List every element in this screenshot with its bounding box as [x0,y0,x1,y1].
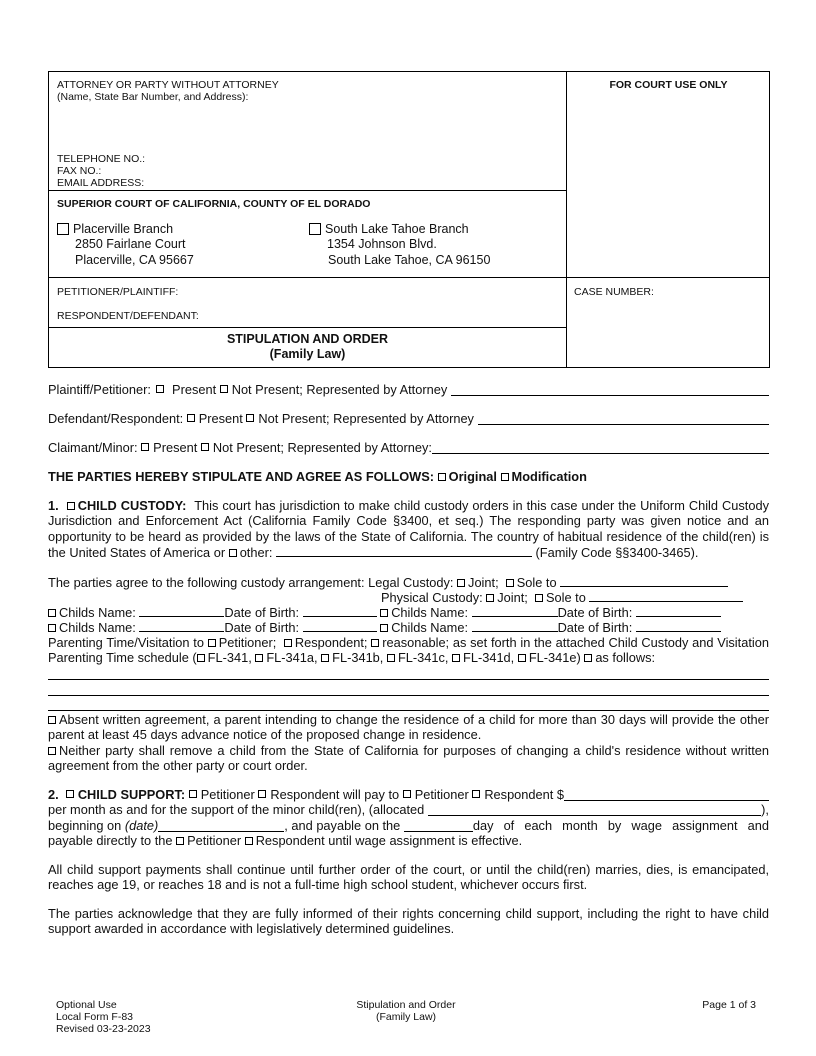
branch-street: 2850 Fairlane Court [75,237,186,251]
beginning-date-line[interactable] [158,818,284,832]
form-title: STIPULATION AND ORDER [226,332,389,346]
legal-custody-row: The parties agree to the following custody arrangement: Legal Custody: Joint; Sole to [48,574,769,590]
parenting-petitioner-checkbox[interactable] [208,639,216,647]
fl341d-checkbox[interactable] [452,654,460,662]
child-dob-line[interactable] [303,619,377,632]
telephone-label: TELEPHONE NO.: [57,153,146,165]
child-row: Childs Name: Date of Birth: Childs Name: Date of Birth: [48,619,769,635]
branch-name: South Lake Tahoe Branch [325,222,469,236]
support-payor-petitioner-checkbox[interactable] [189,790,197,798]
footer-subtitle: (Family Law) [375,1011,437,1023]
neither-party-checkbox[interactable] [48,747,56,755]
page-number: Page 1 of 3 [702,999,756,1011]
case-number-label: CASE NUMBER: [574,286,654,298]
footer-title: Stipulation and Order [356,999,456,1011]
support-duration-paragraph: All child support payments shall continue until further order of the court, or until the child(ren) marries, dies, is emancipated, reaches age 19, or reaches 18 and is not a full-time high school student, whichever occurs first. [48,862,769,893]
support-row-3: beginning on (date) , and payable on the day of each month by wage assignment and [48,818,769,833]
child-support-checkbox[interactable] [66,790,74,798]
direct-respondent-checkbox[interactable] [245,837,253,845]
as-follows-line[interactable] [48,710,769,711]
support-row-1: 2. CHILD SUPPORT: Petitioner Respondent will pay to Petitioner Respondent $ [48,787,769,802]
fl341e-checkbox[interactable] [518,654,526,662]
branch-city: Placerville, CA 95667 [75,253,194,267]
attorney-sublabel: (Name, State Bar Number, and Address): [57,91,249,103]
custody-paragraph: 1. CHILD CUSTODY: This court has jurisdiction to make child custody orders in this case under the Uniform Child Custody Jurisdiction and Enforcement Act (California Family Code §3400, et seq.) The responding party was given notice and an opportunity to be heard as provided by the laws of the State of California. The country of habitual residence of the child(ren) is the United States of America or other: (Family Code §§3400-3465). [48,498,769,561]
support-row-4: payable directly to the Petitioner Respondent until wage assignment is effective. [48,833,523,848]
fl341b-checkbox[interactable] [321,654,329,662]
as-follows-checkbox[interactable] [584,654,592,662]
other-country-line[interactable] [276,544,532,557]
branch-city: South Lake Tahoe, CA 96150 [328,253,491,267]
child-name-line[interactable] [472,604,558,617]
physical-sole-checkbox[interactable] [535,594,543,602]
defendant-appearance: Defendant/Respondent: Present Not Present; Represented by Attorney [48,411,769,426]
branch-name: Placerville Branch [73,222,174,236]
defendant-present-checkbox[interactable] [187,414,195,422]
branch-street: 1354 Johnson Blvd. [327,237,437,251]
footer-optional-use: Optional Use [56,999,117,1011]
branch-south-lake-tahoe[interactable] [309,222,469,237]
fl341c-checkbox[interactable] [387,654,395,662]
fl341-checkbox[interactable] [197,654,205,662]
physical-joint-checkbox[interactable] [486,594,494,602]
fax-label: FAX NO.: [57,165,102,177]
court-use-label: FOR COURT USE ONLY [609,79,728,91]
parenting-respondent-checkbox[interactable] [284,639,292,647]
footer-form-number: Local Form F-83 [56,1011,134,1023]
legal-sole-checkbox[interactable] [506,579,514,587]
physical-custody-row: Physical Custody: Joint; Sole to [381,589,743,605]
caption-rule [48,327,567,328]
payable-day-line[interactable] [404,818,473,832]
child-dob-line[interactable] [636,619,721,632]
stipulate-heading: THE PARTIES HEREBY STIPULATE AND AGREE AS FOLLOWS: Original Modification [48,469,587,484]
claimant-appearance: Claimant/Minor: Present Not Present; Represented by Attorney: [48,440,769,455]
modification-checkbox[interactable] [501,473,509,481]
caption-box [48,71,770,368]
footer-revised: Revised 03-23-2023 [56,1023,151,1035]
form-subtitle: (Family Law) [269,347,346,361]
attorney-label: ATTORNEY OR PARTY WITHOUT ATTORNEY [57,79,279,91]
as-follows-line[interactable] [48,695,769,696]
support-acknowledge-paragraph: The parties acknowledge that they are fully informed of their rights concerning child support, including the right to have child support awarded in accordance with legislatively determined guidelines. [48,906,769,937]
plaintiff-appearance: Plaintiff/Petitioner: Present Not Present; Represented by Attorney [48,382,769,397]
email-label: EMAIL ADDRESS: [57,177,145,189]
branch-placerville[interactable] [57,222,173,237]
legal-sole-line[interactable] [560,574,728,587]
defendant-not-present-checkbox[interactable] [246,414,254,422]
claimant-present-checkbox[interactable] [141,443,149,451]
child-checkbox[interactable] [380,624,388,632]
child-custody-checkbox[interactable] [67,502,75,510]
parenting-time-paragraph: Parenting Time/Visitation to Petitioner; Respondent; reasonable; as set forth in the attached Child Custody and Visitation Parenting Time schedule ( FL-341, FL-341a, FL-341b, FL-341c, FL-341d, FL-341e) as follows: [48,635,769,666]
allocation-line[interactable] [428,802,761,816]
child-row: Childs Name: Date of Birth: Childs Name: Date of Birth: [48,604,769,620]
other-country-checkbox[interactable] [229,549,237,557]
physical-sole-line[interactable] [589,589,743,602]
respondent-label: RESPONDENT/DEFENDANT: [57,310,199,322]
support-amount-line[interactable] [564,787,769,801]
caption-divider [566,71,567,368]
parenting-reasonable-checkbox[interactable] [371,639,379,647]
caption-rule [48,277,770,278]
support-payee-petitioner-checkbox[interactable] [403,790,411,798]
petitioner-label: PETITIONER/PLAINTIFF: [57,286,179,298]
child-checkbox[interactable] [48,624,56,632]
child-name-line[interactable] [472,619,558,632]
footer-center [306,999,506,1023]
footer-left [56,999,151,1035]
placerville-checkbox[interactable] [57,223,69,235]
support-payor-respondent-checkbox[interactable] [258,790,266,798]
court-name: SUPERIOR COURT OF CALIFORNIA, COUNTY OF EL DORADO [57,198,371,210]
south-lake-tahoe-checkbox[interactable] [309,223,321,235]
defendant-attorney-line[interactable] [478,411,769,425]
claimant-attorney-line[interactable] [432,440,769,454]
child-dob-line[interactable] [303,604,377,617]
original-checkbox[interactable] [438,473,446,481]
child-dob-line[interactable] [636,604,721,617]
absent-agreement-paragraph: Absent written agreement, a parent intending to change the residence of a child for more than 30 days will provide the other parent at least 45 days advance notice of the proposed change in residence. [48,712,769,743]
plaintiff-attorney-line[interactable] [451,382,769,396]
support-payee-respondent-checkbox[interactable] [472,790,480,798]
as-follows-line[interactable] [48,679,769,680]
caption-rule [48,190,567,191]
direct-petitioner-checkbox[interactable] [176,837,184,845]
plaintiff-present-checkbox[interactable] [156,385,164,393]
fl341a-checkbox[interactable] [255,654,263,662]
absent-agreement-checkbox[interactable] [48,716,56,724]
child-checkbox[interactable] [380,609,388,617]
neither-party-paragraph: Neither party shall remove a child from the State of California for purposes of changing a child's residence without written agreement from the other party or court order. [48,743,769,774]
legal-joint-checkbox[interactable] [457,579,465,587]
child-name-line[interactable] [139,604,224,617]
child-name-line[interactable] [139,619,224,632]
child-checkbox[interactable] [48,609,56,617]
support-row-2: per month as and for the support of the minor child(ren), (allocated ), [48,802,769,817]
claimant-not-present-checkbox[interactable] [201,443,209,451]
plaintiff-not-present-checkbox[interactable] [220,385,228,393]
